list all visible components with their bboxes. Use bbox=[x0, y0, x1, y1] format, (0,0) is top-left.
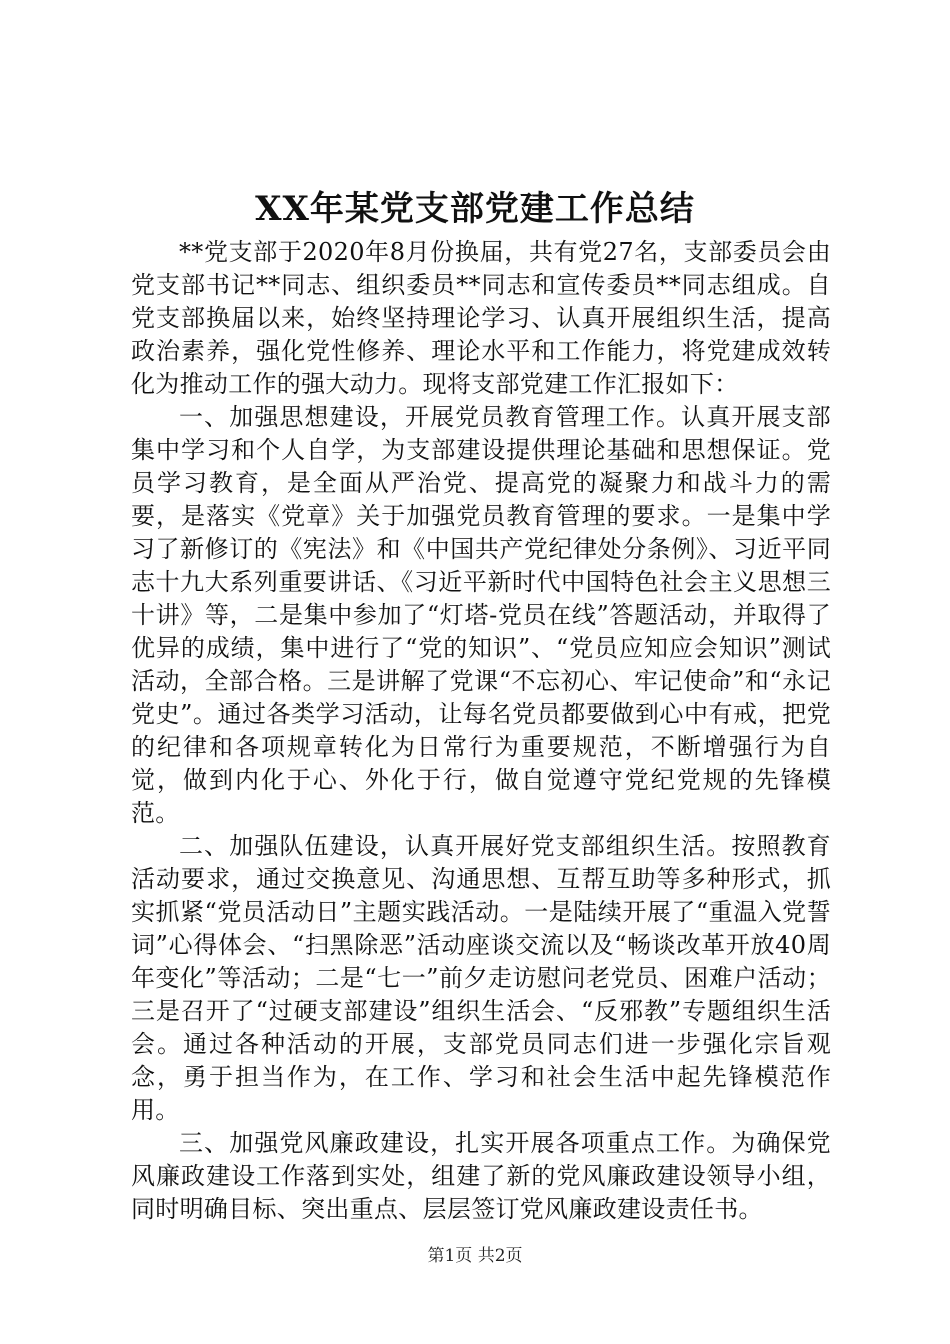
page-number-footer: 第1页 共2页 bbox=[427, 1246, 523, 1266]
document-title: XX年某党支部党建工作总结 bbox=[255, 189, 695, 229]
paragraph-intro: **党支部于2020年8月份换届，共有党27名，支部委员会由党支部书记**同志、组织委员**同志和宣传委员**同志组成。自党支部换届以来，始终坚持理论学习、认真开展组织生活，提高政治素养，强化党性修养、理论水平和工作能力，将党建成效转化为推动工作的强大动力。现将支部党建工作汇报如下： bbox=[131, 238, 831, 398]
document-body bbox=[131, 236, 831, 1226]
paragraph-section-3: 三、加强党风廉政建设，扎实开展各项重点工作。为确保党风廉政建设工作落到实处，组建了新的党风廉政建设领导小组，同时明确目标、突出重点、层层签订党风廉政建设责任书。 bbox=[131, 1129, 831, 1223]
paragraph-section-1: 一、加强思想建设，开展党员教育管理工作。认真开展支部集中学习和个人自学，为支部建设提供理论基础和思想保证。党员学习教育，是全面从严治党、提高党的凝聚力和战斗力的需要，是落实《党章》关于加强党员教育管理的要求。一是集中学习了新修订的《宪法》和《中国共产党纪律处分条例》、习近平同志十九大系列重要讲话、《习近平新时代中国特色社会主义思想三十讲》等，二是集中参加了“灯塔-党员在线”答题活动，并取得了优异的成绩，集中进行了“党的知识”、“党员应知应会知识”测试活动，全部合格。三是讲解了党课“不忘初心、牢记使命”和“永记党史”。通过各类学习活动，让每名党员都要做到心中有戒，把党的纪律和各项规章转化为日常行为重要规范，不断增强行为自觉，做到内化于心、外化于行，做自觉遵守党纪党规的先锋模范。 bbox=[131, 403, 831, 827]
paragraph-section-2: 二、加强队伍建设，认真开展好党支部组织生活。按照教育活动要求，通过交换意见、沟通思想、互帮互助等多种形式，抓实抓紧“党员活动日”主题实践活动。一是陆续开展了“重温入党誓词”心得体会、“扫黑除恶”活动座谈交流以及“畅谈改革开放40周年变化”等活动；二是“七一”前夕走访慰问老党员、困难户活动；三是召开了“过硬支部建设”组织生活会、“反邪教”专题组织生活会。通过各种活动的开展，支部党员同志们进一步强化宗旨观念，勇于担当作为，在工作、学习和社会生活中起先锋模范作用。 bbox=[131, 832, 831, 1124]
